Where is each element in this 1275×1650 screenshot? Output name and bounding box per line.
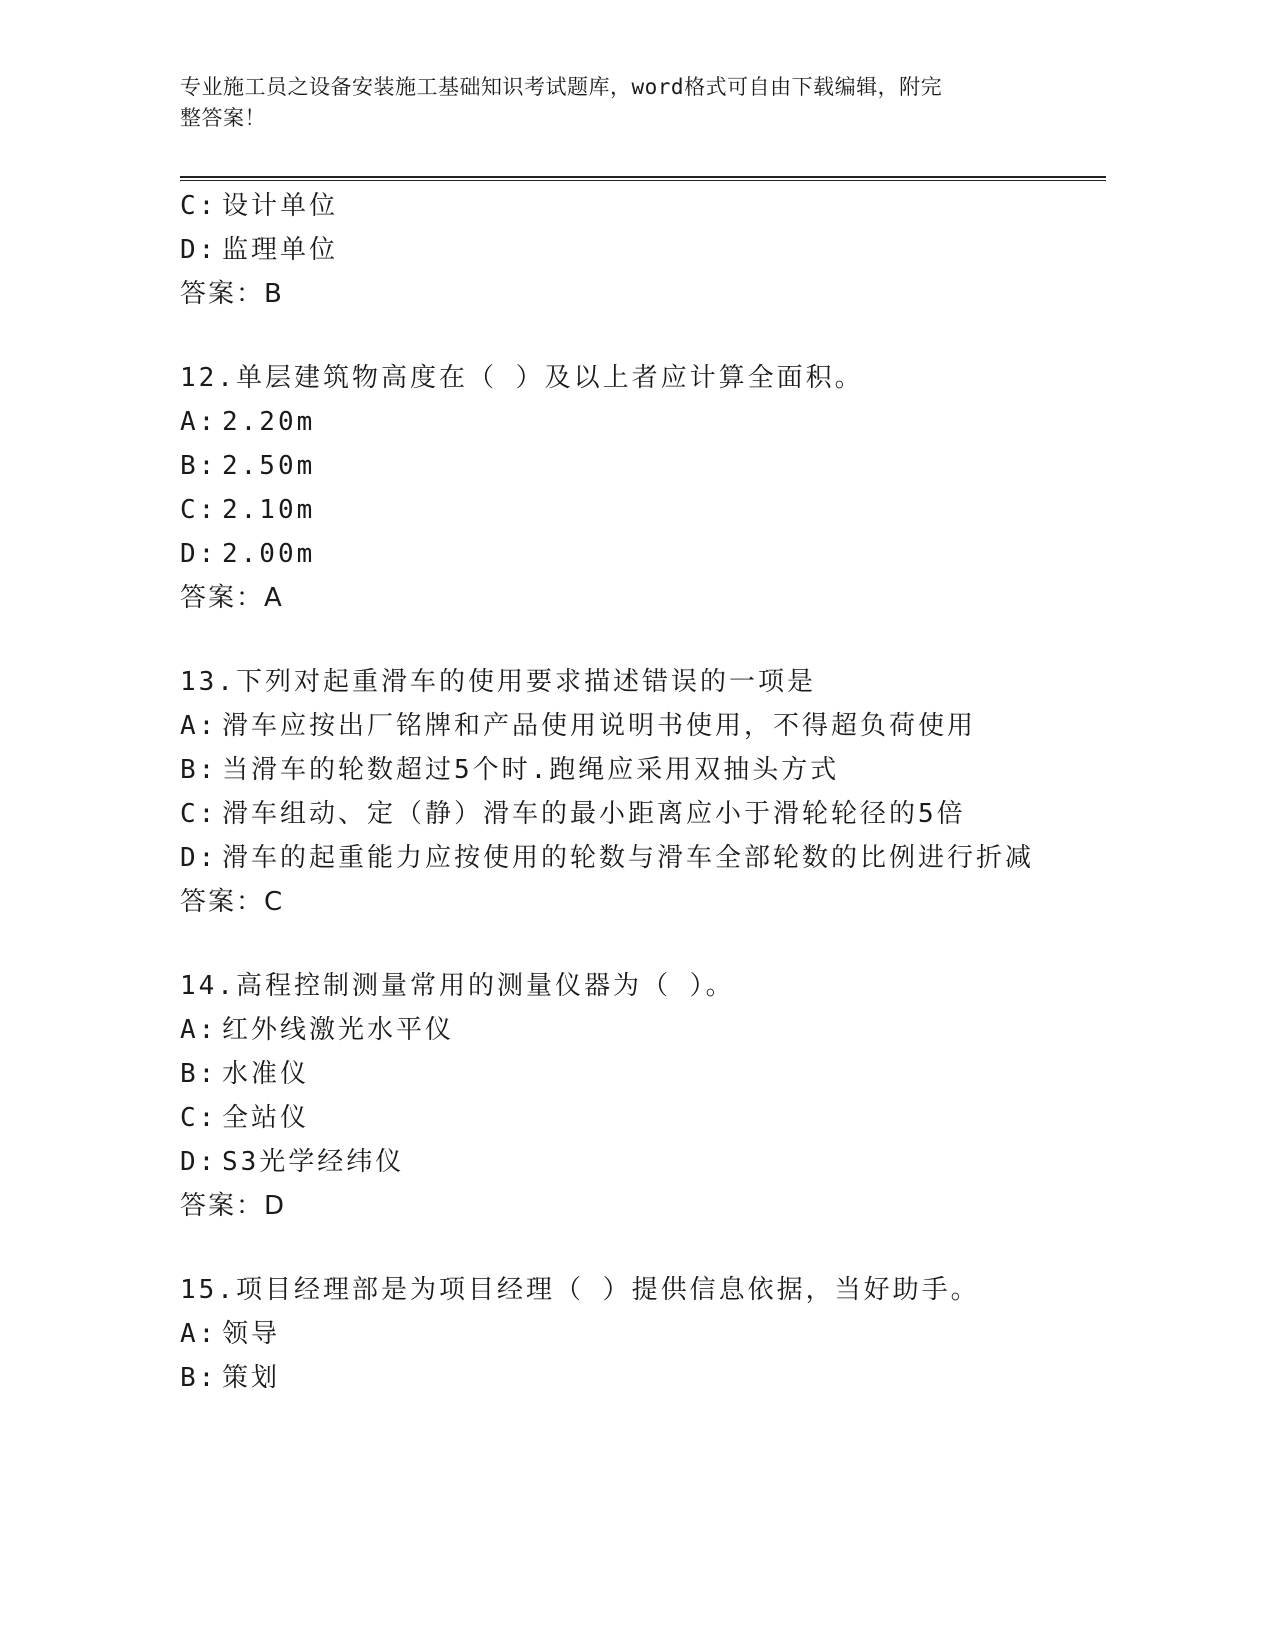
option-label: C: [180,191,218,221]
option-label: D: [180,539,218,569]
option-text: 领导 [222,1319,281,1349]
option-q12-c [180,488,1120,532]
option-text: 滑车组动、定（静）滑车的最小距离应小于滑轮轮径的5倍 [222,799,966,829]
option-q15-a [180,1312,1120,1356]
option-text: 红外线激光水平仪 [222,1015,455,1045]
option-text: 2.00m [222,539,316,569]
option-text: 滑车应按出厂铭牌和产品使用说明书使用，不得超负荷使用 [222,711,977,741]
question-13-stem: 13.下列对起重滑车的使用要求描述错误的一项是 [180,667,816,697]
question-15-stem: 15.项目经理部是为项目经理（ ）提供信息依据，当好助手。 [180,1275,980,1305]
option-text: 滑车的起重能力应按使用的轮数与滑车全部轮数的比例进行折减 [222,843,1035,873]
option-text: 2.20m [222,407,316,437]
option-label: D: [180,1147,218,1177]
option-q13-a [180,704,1120,748]
option-q13-d [180,836,1120,880]
option-label: A: [180,407,218,437]
answer-q11: 答案：B [180,279,284,309]
option-text: S3光学经纬仪 [222,1147,405,1177]
option-label: D: [180,843,218,873]
option-q11-d [180,228,1120,272]
spacer [180,316,1120,356]
question-content [180,184,1120,1400]
option-q14-b [180,1052,1120,1096]
option-text: 当滑车的轮数超过5个时.跑绳应采用双抽头方式 [222,755,840,785]
option-label: B: [180,1059,218,1089]
option-label: B: [180,1363,218,1393]
option-label: B: [180,755,218,785]
option-q13-c [180,792,1120,836]
option-label: C: [180,1103,218,1133]
option-text: 全站仪 [222,1103,310,1133]
option-text: 设计单位 [222,191,339,221]
option-q14-c [180,1096,1120,1140]
header-divider [180,176,1106,181]
option-q11-c [180,184,1120,228]
option-q12-a [180,400,1120,444]
option-text: 监理单位 [222,235,339,265]
answer-q14: 答案：D [180,1191,287,1221]
option-q15-b [180,1356,1120,1400]
option-text: 2.50m [222,451,316,481]
option-label: C: [180,495,218,525]
option-label: A: [180,1015,218,1045]
question-14-stem: 14.高程控制测量常用的测量仪器为（ ）。 [180,971,735,1001]
option-q13-b [180,748,1120,792]
option-label: B: [180,451,218,481]
header-title-line-2: 整答案！ [180,106,266,130]
option-label: A: [180,1319,218,1349]
option-label: C: [180,799,218,829]
option-q12-d [180,532,1120,576]
spacer [180,924,1120,964]
answer-q12: 答案：A [180,583,284,613]
option-text: 策划 [222,1363,281,1393]
option-text: 水准仪 [222,1059,310,1089]
spacer [180,1228,1120,1268]
spacer [180,620,1120,660]
document-header [180,72,1030,134]
option-q14-d [180,1140,1120,1184]
option-q12-b [180,444,1120,488]
option-label: A: [180,711,218,741]
question-12-stem: 12.单层建筑物高度在（ ）及以上者应计算全面积。 [180,363,864,393]
answer-q13: 答案：C [180,887,285,917]
option-q14-a [180,1008,1120,1052]
header-title-line-1: 专业施工员之设备安装施工基础知识考试题库，word格式可自由下载编辑，附完 [180,75,943,99]
option-text: 2.10m [222,495,316,525]
option-label: D: [180,235,218,265]
